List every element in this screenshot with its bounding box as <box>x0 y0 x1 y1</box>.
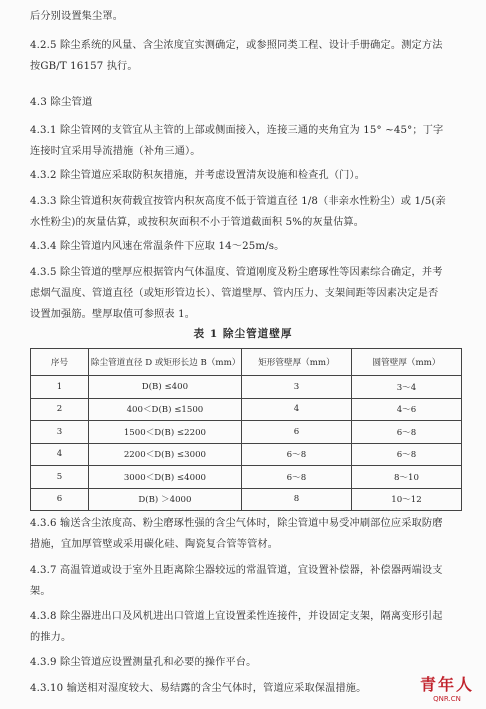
text-line-13: 设置加强筋。壁厚取值可参照表 1。 <box>30 309 196 320</box>
cell-round-thickness: 10～12 <box>351 488 461 511</box>
watermark-logo <box>420 672 474 703</box>
cell-round-thickness: 3～4 <box>351 376 461 399</box>
text-line-6: 连接时宜采用导流措施（补角三通）。 <box>30 146 201 157</box>
text-line-16: 4.3.7 高温管道或设于室外且距离除尘器较远的常温管道，宜设置补偿器，补偿器两端设支 <box>30 565 443 576</box>
header-rect-thickness: 矩形管壁厚（mm） <box>241 349 351 376</box>
table-row <box>31 398 462 421</box>
table-row <box>31 443 462 466</box>
header-diameter: 除尘管道直径 D 或矩形长边 B（mm） <box>88 349 241 376</box>
watermark-url: QNR.CN <box>433 695 461 703</box>
cell-diameter: 1500＜D(B) ≤2200 <box>88 421 241 444</box>
text-line-17: 架。 <box>30 586 51 597</box>
text-line-18: 4.3.8 除尘器进出口及风机进出口管道上宜设置柔性连接件，并设固定支架，隔离变形引起 <box>30 611 443 622</box>
cell-round-thickness: 6～8 <box>351 421 461 444</box>
text-line-15: 措施，宜加厚管壁或采用碳化硅、陶瓷复合管等管材。 <box>30 539 279 550</box>
text-line-8: 4.3.3 除尘管道积灰荷载宜按管内积灰高度不低于管道直径 1/8（非亲水性粉尘）或 1/5(亲 <box>30 196 446 207</box>
text-line-5: 4.3.1 除尘管网的支管宜从主管的上部或侧面接入，连接三通的夹角宜为 15° ~45°；丁字 <box>30 125 444 136</box>
text-line-14: 4.3.6 输送含尘浓度高、粉尘磨琢性强的含尘气体时，除尘管道中易受冲刷部位应采取防磨 <box>30 518 443 529</box>
table-row <box>31 421 462 444</box>
cell-rect-thickness: 6～8 <box>241 443 351 466</box>
text-line-7: 4.3.2 除尘管道应采取防积灰措施，并考虑设置清灰设施和检查孔（门）。 <box>30 170 366 181</box>
cell-index: 2 <box>31 398 89 421</box>
wall-thickness-table <box>30 348 462 511</box>
text-line-20: 4.3.9 除尘管道应设置测量孔和必要的操作平台。 <box>30 657 257 668</box>
text-line-19: 的推力。 <box>30 632 72 643</box>
cell-rect-thickness: 4 <box>241 398 351 421</box>
text-line-9: 水性粉尘)的灰量估算，或按积灰面积不小于管道截面积 5%的灰量估算。 <box>30 217 365 228</box>
cell-diameter: 2200＜D(B) ≤3000 <box>88 443 241 466</box>
section-heading-4-3: 4.3 除尘管道 <box>30 96 93 108</box>
cell-diameter: D(B) ≤400 <box>88 376 241 399</box>
text-line-11: 4.3.5 除尘管道的壁厚应根据管内气体温度、管道刚度及粉尘磨琢性等因素综合确定，并考 <box>30 267 443 278</box>
text-line-21: 4.3.10 输送相对湿度较大、易结露的含尘气体时，管道应采取保温措施。 <box>30 683 367 694</box>
cell-round-thickness: 8～10 <box>351 466 461 489</box>
cell-round-thickness: 4～6 <box>351 398 461 421</box>
table-header-row <box>31 349 462 376</box>
watermark-title: 青年人 <box>419 675 474 694</box>
cell-index: 1 <box>31 376 89 399</box>
header-index: 序号 <box>31 349 89 376</box>
cell-rect-thickness: 8 <box>241 488 351 511</box>
table-row <box>31 376 462 399</box>
header-round-thickness: 圆管壁厚（mm） <box>351 349 461 376</box>
cell-rect-thickness: 3 <box>241 376 351 399</box>
cell-rect-thickness: 6～8 <box>241 466 351 489</box>
cell-index: 5 <box>31 466 89 489</box>
text-line-12: 虑烟气温度、管道直径（或矩形管边长）、管道壁厚、管内压力、支架间距等因素决定是否 <box>30 288 439 299</box>
cell-index: 3 <box>31 421 89 444</box>
cell-diameter: 3000＜D(B) ≤4000 <box>88 466 241 489</box>
cell-index: 6 <box>31 488 89 511</box>
table-caption: 表 1 除尘管道壁厚 <box>193 328 293 340</box>
cell-index: 4 <box>31 443 89 466</box>
text-line-3: 按GB/T 16157 执行。 <box>30 61 138 72</box>
cell-rect-thickness: 6 <box>241 421 351 444</box>
text-line-1: 后分别设置集尘罩。 <box>30 11 124 22</box>
cell-diameter: 400＜D(B) ≤1500 <box>88 398 241 421</box>
table-row <box>31 466 462 489</box>
cell-round-thickness: 6～8 <box>351 443 461 466</box>
table-row <box>31 488 462 511</box>
text-line-2: 4.2.5 除尘系统的风量、含尘浓度宜实测确定，或参照同类工程、设计手册确定。测定方法 <box>30 40 443 51</box>
text-line-10: 4.3.4 除尘管道内风速在常温条件下应取 14～25m/s。 <box>30 241 285 252</box>
cell-diameter: D(B) ＞4000 <box>88 488 241 511</box>
